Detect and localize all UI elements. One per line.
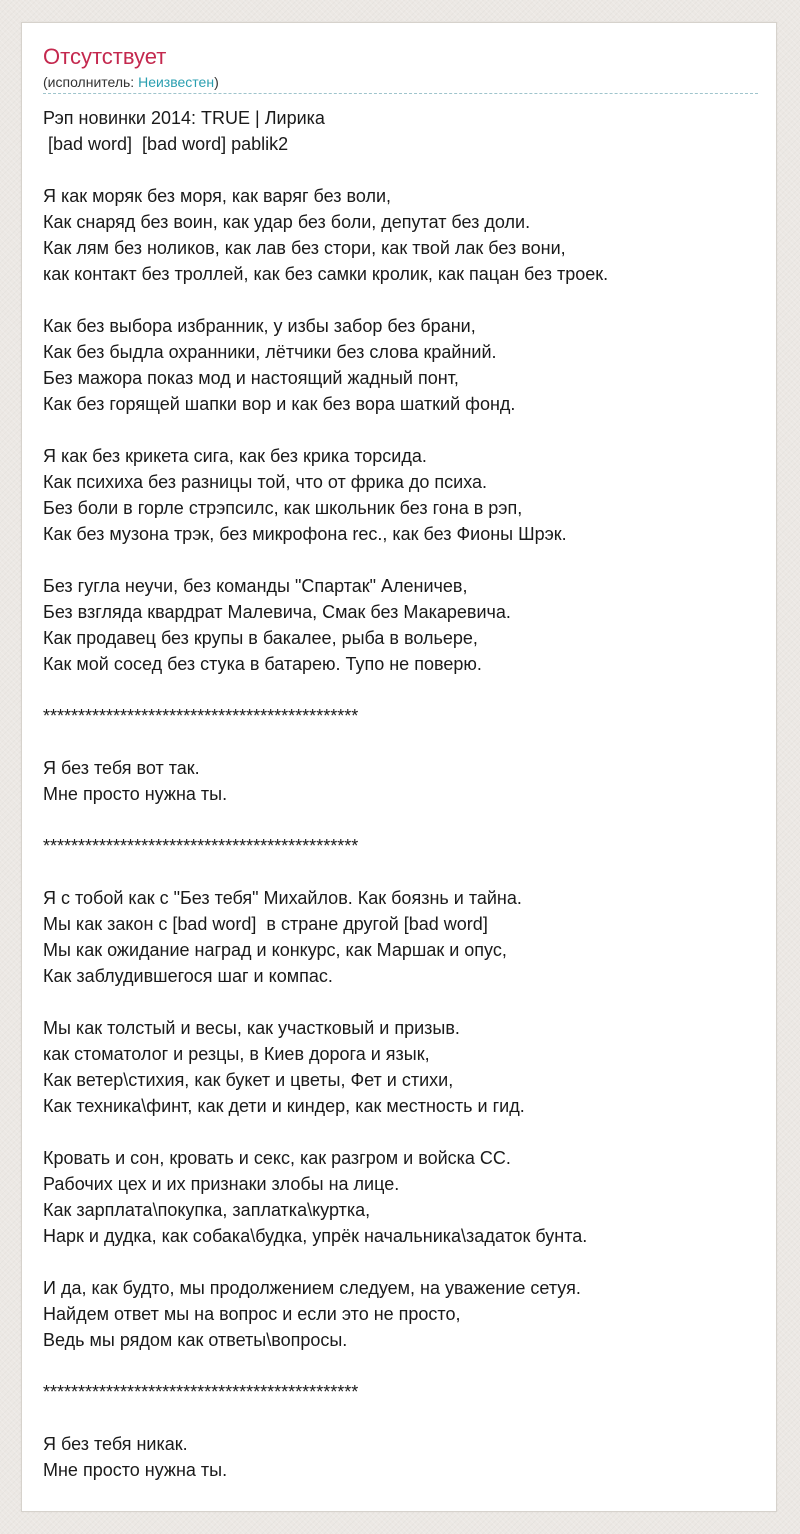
lyrics-blank-line bbox=[43, 1249, 758, 1275]
lyrics-line: Я без тебя никак. bbox=[43, 1434, 188, 1454]
lyrics-line: Я как моряк без моря, как варяг без воли, bbox=[43, 186, 392, 206]
lyrics-blank-line bbox=[43, 859, 758, 885]
lyrics-blank-line bbox=[43, 807, 758, 833]
lyrics-line: ********************************************* bbox=[43, 706, 359, 726]
lyrics-blank-line bbox=[43, 989, 758, 1015]
lyrics-blank-line bbox=[43, 287, 758, 313]
lyrics-line: Рэп новинки 2014: TRUE | Лирика bbox=[43, 108, 325, 128]
lyrics-line: Найдем ответ мы на вопрос и если это не просто, bbox=[43, 1304, 461, 1324]
lyrics-line: Без гугла неучи, без команды "Спартак" Аленичев, bbox=[43, 576, 468, 596]
artist-suffix: ) bbox=[214, 74, 219, 90]
lyrics-line: ********************************************* bbox=[43, 836, 359, 856]
song-title: Отсутствует bbox=[43, 44, 167, 69]
lyrics-line: Мне просто нужна ты. bbox=[43, 1460, 228, 1480]
lyrics-line: Как без выбора избранник, у избы забор без брани, bbox=[43, 316, 476, 336]
lyrics-line: как контакт без троллей, как без самки кролик, как пацан без троек. bbox=[43, 264, 609, 284]
lyrics-line: Как зарплата\покупка, заплатка\куртка, bbox=[43, 1200, 371, 1220]
lyrics-line: Как заблудившегося шаг и компас. bbox=[43, 966, 333, 986]
lyrics-line: Как продавец без крупы в бакалее, рыба в вольере, bbox=[43, 628, 478, 648]
lyrics-blank-line bbox=[43, 729, 758, 755]
lyrics-blank-line bbox=[43, 547, 758, 573]
artist-prefix: (исполнитель: bbox=[43, 74, 139, 90]
lyrics-blank-line bbox=[43, 677, 758, 703]
lyrics-line: Как техника\финт, как дети и киндер, как местность и гид. bbox=[43, 1096, 525, 1116]
lyrics-line: Как лям без ноликов, как лав без стори, как твой лак без вони, bbox=[43, 238, 566, 258]
lyrics-line: Я с тобой как с "Без тебя" Михайлов. Как боязнь и тайна. bbox=[43, 888, 522, 908]
lyrics-line: Мы как ожидание наград и конкурс, как Маршак и опус, bbox=[43, 940, 507, 960]
lyrics-line: Мы как закон с [bad word] в стране другой [bad word] bbox=[43, 914, 488, 934]
lyrics-line: Я как без крикета сига, как без крика торсида. bbox=[43, 446, 427, 466]
lyrics-line: Мы как толстый и весы, как участковый и призыв. bbox=[43, 1018, 460, 1038]
artist-link[interactable]: Неизвестен bbox=[138, 74, 215, 90]
lyrics-line: Как без музона трэк, без микрофона rec., как без Фионы Шрэк. bbox=[43, 524, 567, 544]
lyrics-blank-line bbox=[43, 1405, 758, 1431]
lyrics-line: как стоматолог и резцы, в Киев дорога и язык, bbox=[43, 1044, 430, 1064]
lyrics-line: ********************************************* bbox=[43, 1382, 359, 1402]
lyrics-line: Рабочих цех и их признаки злобы на лице. bbox=[43, 1174, 400, 1194]
lyrics-line: Как психиха без разницы той, что от фрика до психа. bbox=[43, 472, 488, 492]
header-divider bbox=[43, 93, 758, 94]
lyrics-line: Мне просто нужна ты. bbox=[43, 784, 228, 804]
artist-line bbox=[43, 73, 219, 91]
lyrics-line: Как мой сосед без стука в батарею. Тупо не поверю. bbox=[43, 654, 482, 674]
lyrics-line: Я без тебя вот так. bbox=[43, 758, 200, 778]
lyrics-line: Без боли в горле стрэпсилс, как школьник без гона в рэп, bbox=[43, 498, 523, 518]
lyrics-card bbox=[21, 22, 777, 1512]
lyrics-blank-line bbox=[43, 157, 758, 183]
lyrics-line: Без мажора показ мод и настоящий жадный понт, bbox=[43, 368, 459, 388]
lyrics-line: Как без горящей шапки вор и как без вора шаткий фонд. bbox=[43, 394, 516, 414]
lyrics-text bbox=[43, 105, 758, 1483]
lyrics-line: И да, как будто, мы продолжением следуем, на уважение сетуя. bbox=[43, 1278, 581, 1298]
lyrics-line: Без взгляда квардрат Малевича, Смак без Макаревича. bbox=[43, 602, 511, 622]
lyrics-line: Как без быдла охранники, лётчики без слова крайний. bbox=[43, 342, 497, 362]
lyrics-line: Как снаряд без воин, как удар без боли, депутат без доли. bbox=[43, 212, 531, 232]
lyrics-blank-line bbox=[43, 1119, 758, 1145]
lyrics-line: Нарк и дудка, как собака\будка, упрёк начальника\задаток бунта. bbox=[43, 1226, 588, 1246]
lyrics-line: Ведь мы рядом как ответы\вопросы. bbox=[43, 1330, 348, 1350]
lyrics-blank-line bbox=[43, 417, 758, 443]
lyrics-line: [bad word] [bad word] pablik2 bbox=[43, 134, 289, 154]
lyrics-line: Кровать и сон, кровать и секс, как разгром и войска СС. bbox=[43, 1148, 511, 1168]
lyrics-blank-line bbox=[43, 1353, 758, 1379]
lyrics-line: Как ветер\стихия, как букет и цветы, Фет и стихи, bbox=[43, 1070, 454, 1090]
